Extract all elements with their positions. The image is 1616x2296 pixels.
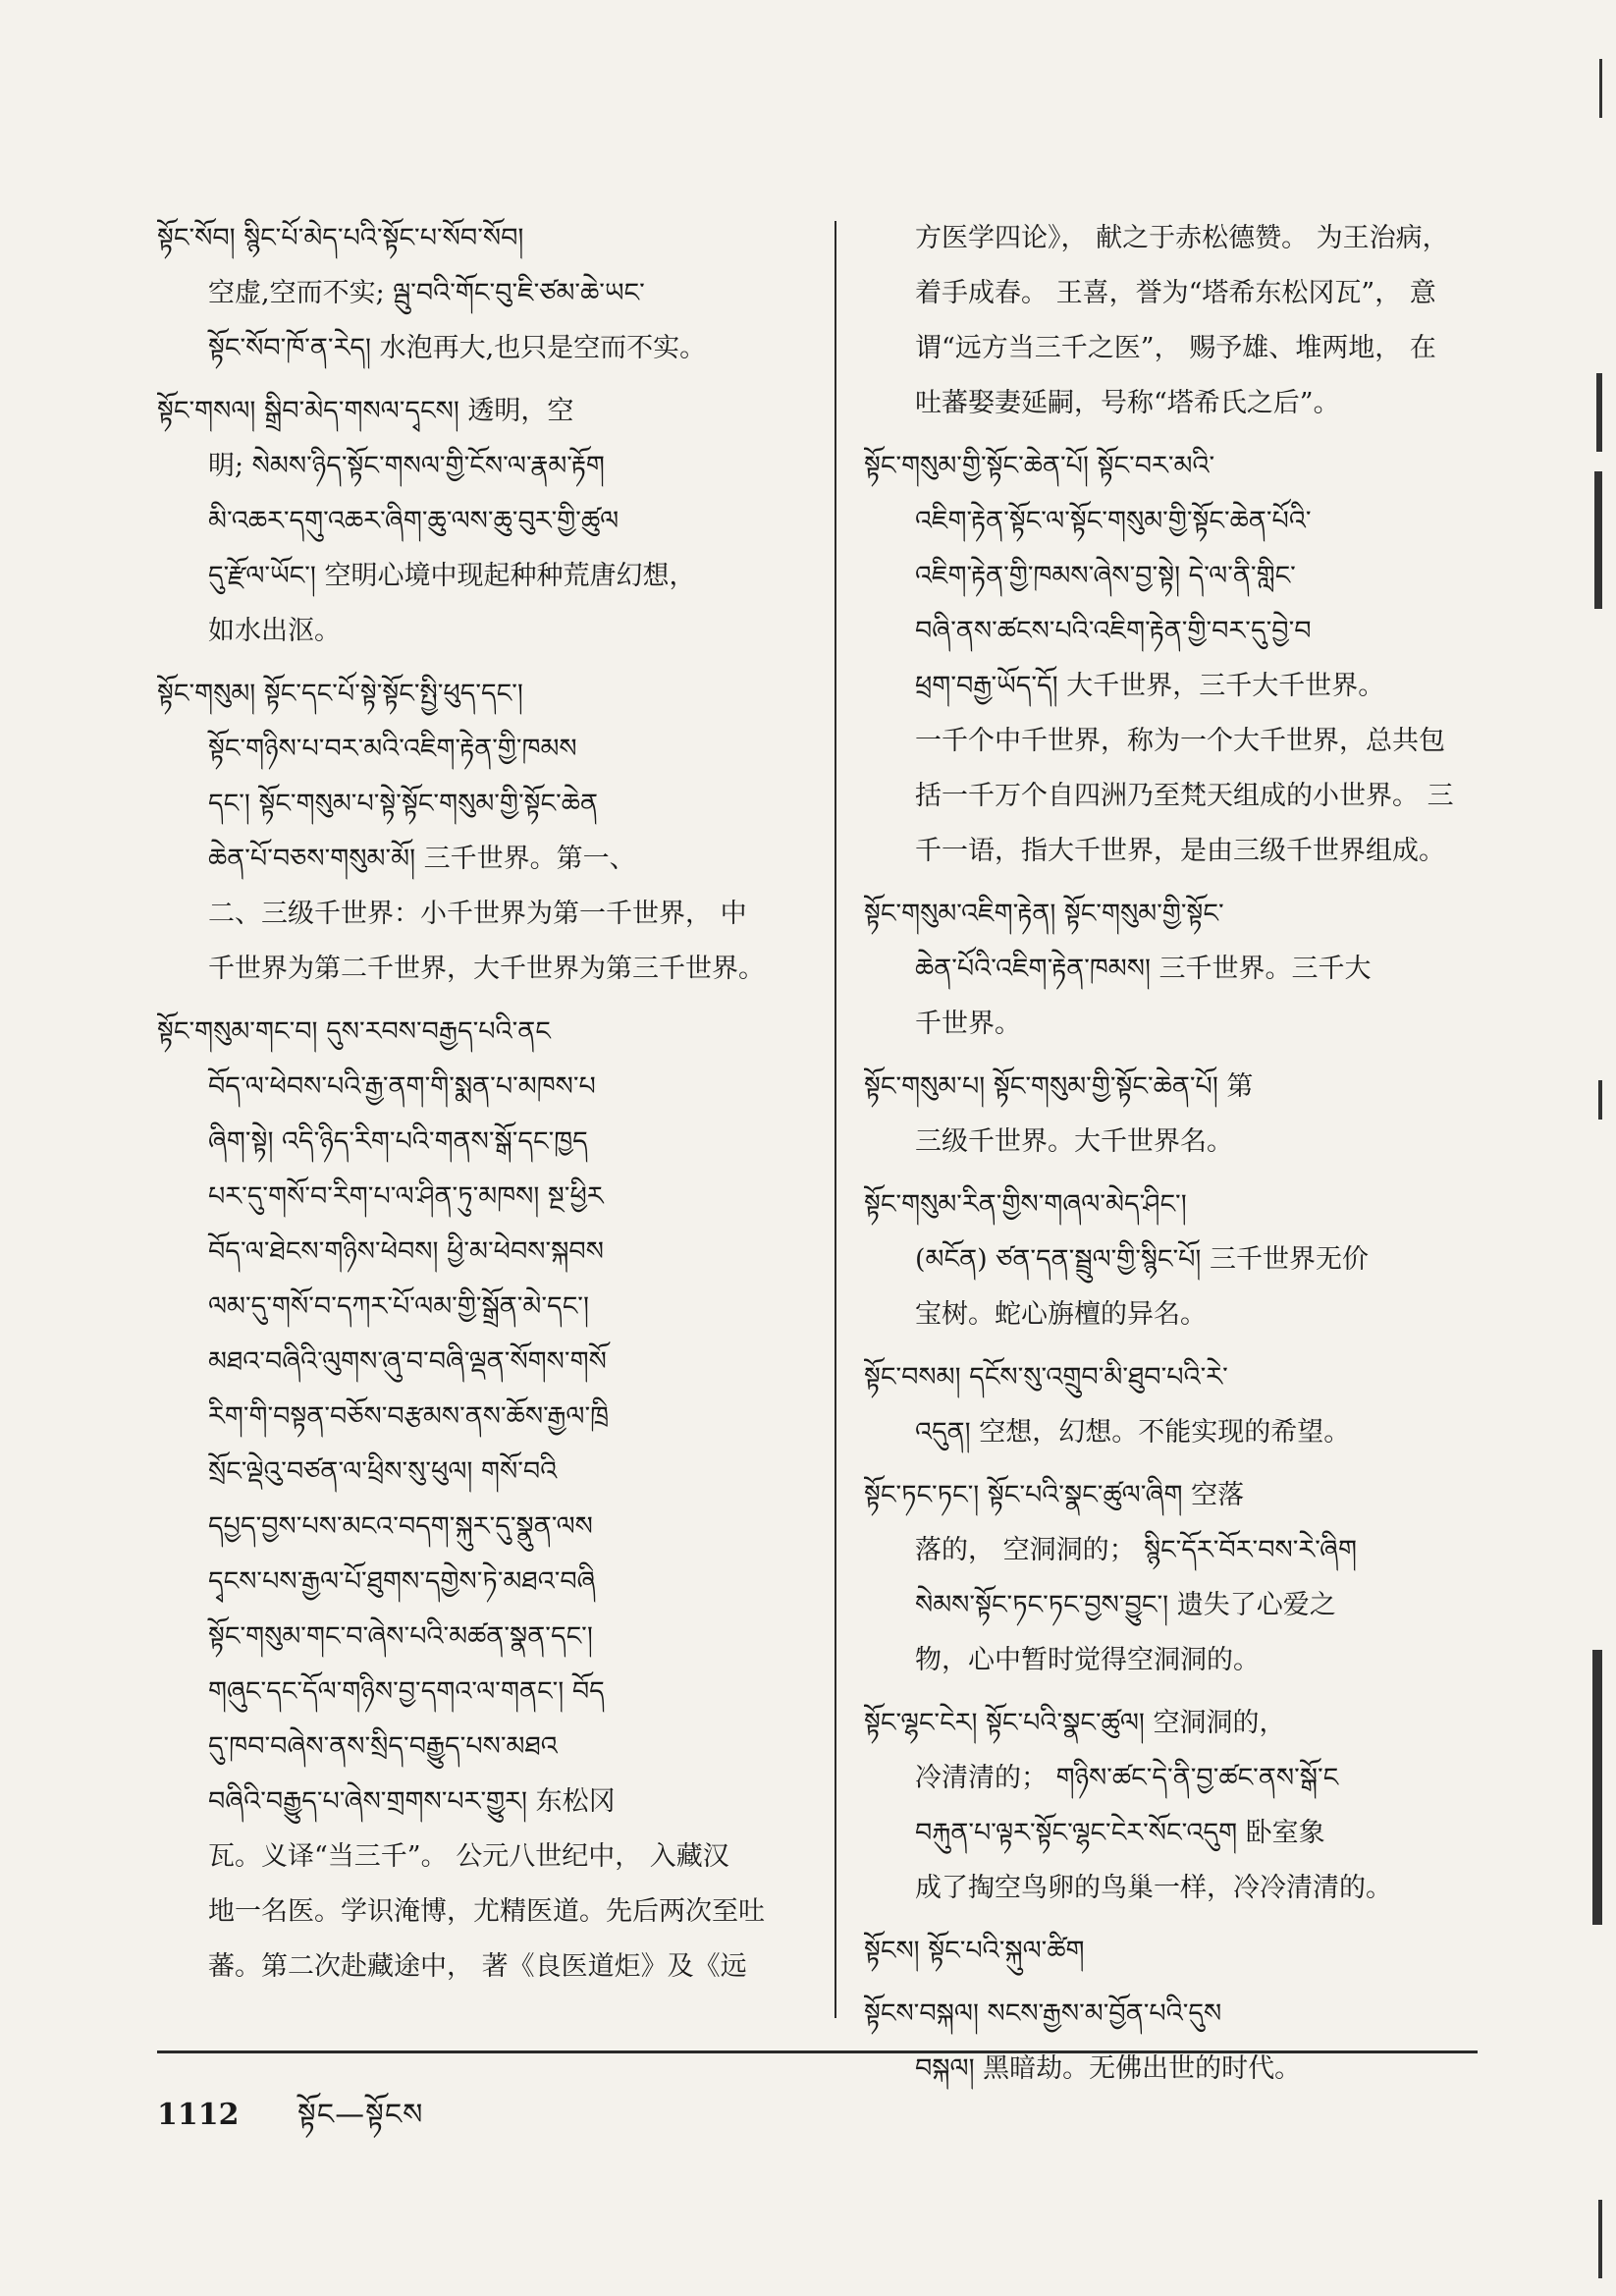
entry-line: དུ་ཁབ་བཞེས་ནས་སྲིད་བརྒྱུད་པས་མཐའ: [208, 1731, 558, 1762]
dictionary-entry: [157, 667, 825, 997]
entry-line: བསྐལ། 黑暗劫。无佛出世的时代。: [915, 2053, 1302, 2084]
entry-line: ཆེན་པོ་བཅས་གསུམ་མོ། 三千世界。第一、: [208, 844, 636, 874]
entry-line: 吐蕃娶妻延嗣，号称“塔希氏之后”。: [915, 388, 1340, 418]
entry-line: དུ་རྫོལ་ཡོང་། 空明心境中现起种种荒唐幻想，: [208, 561, 696, 591]
entry-headline: སྟོང་གསུམ། སྟོང་དང་པོ་སྟེ་སྟོང་སྤྱི་ཕུད་དང་།: [157, 679, 523, 709]
entry-line: 谓“远方当三千之医”， 赐予雄、堆两地， 在: [915, 333, 1436, 363]
entry-line: 千世界为第二千世界，大千世界为第三千世界。: [208, 954, 765, 984]
entry-line: 宝树。蛇心旃檀的异名。: [915, 1299, 1207, 1330]
left-column: [157, 211, 825, 2002]
entry-line: 物，心中暂时觉得空洞洞的。: [915, 1645, 1260, 1675]
page-number: 1112: [157, 2098, 240, 2132]
entry-line: འདུན། 空想，幻想。不能实现的希望。: [915, 1417, 1351, 1448]
entry-line: མི་འཆར་དགུ་འཆར་ཞིག་ཆུ་ལས་ཆུ་བུར་གྱི་ཚུལ: [208, 506, 619, 536]
entry-line: ཕྲག་བརྒྱ་ཡོད་དོ། 大千世界，三千大千世界。: [915, 671, 1385, 701]
entry-line: 明; སེམས་ཉིད་སྟོང་གསལ་གྱི་ངོས་ལ་རྣམ་རྟོག: [208, 451, 605, 481]
entry-line: 着手成春。 王喜，誉为“塔希东松冈瓦”， 意: [915, 278, 1436, 308]
entry-line: སྟོང་གསུམ་གང་བ་ཞེས་པའི་མཚན་སྣན་དང་།: [208, 1621, 593, 1652]
entry-headline: སྟོང་བསམ། དངོས་སུ་འགྲུབ་མི་ཐུབ་པའི་རེ་: [864, 1362, 1228, 1393]
entry-line: དང་། སྟོང་གསུམ་པ་སྟེ་སྟོང་གསུམ་གྱི་སྟོང་ཆེན: [208, 789, 598, 819]
entry-line: བཞི་ནས་ཚངས་པའི་འཇིག་རྟེན་གྱི་བར་དུ་བྱེ་བ: [915, 616, 1312, 646]
entry-line: 如水出沤。: [208, 616, 341, 646]
entry-line: མཐའ་བཞིའི་ལུགས་ཞུ་བ་བཞི་ལྡན་སོགས་གསོ: [208, 1346, 607, 1377]
entry-line: 成了掏空鸟卵的鸟巢一样，冷冷清清的。: [915, 1873, 1392, 1903]
entry-line: བོད་ལ་ཐེངས་གཉིས་ཕེབས། ཕྱི་མ་ཕེབས་སྐབས: [208, 1236, 604, 1267]
page-range: སྟོང—སྟོངས: [297, 2098, 424, 2132]
entry-line: སྟོང་སོབ་ཁོ་ན་རེད། 水泡再大,也只是空而不实。: [208, 333, 707, 363]
dictionary-entry: [864, 1987, 1502, 2097]
entry-line: འཇིག་རྟེན་གྱི་ཁམས་ཞེས་བྱ་སྟེ། དེ་ལ་ནི་གླིང་: [915, 561, 1296, 591]
entry-headline: 方医学四论》， 献之于赤松德赞。 为王治病，: [915, 223, 1449, 253]
dictionary-entry: [864, 1696, 1502, 1916]
entry-line: 三级千世界。大千世界名。: [915, 1126, 1233, 1157]
entry-line: ཆེན་པོའི་འཇིག་རྟེན་ཁམས། 三千世界。三千大: [915, 954, 1372, 984]
entry-line: རིག་གི་བསྟན་བཅོས་བརྩམས་ནས་ཆོས་རྒྱལ་ཁྲི: [208, 1401, 610, 1432]
dictionary-entry: [864, 439, 1502, 879]
entry-line: བཞིའི་བརྒྱུད་པ་ཞེས་གྲགས་པར་གྱུར། 东松冈: [208, 1786, 616, 1817]
entry-headline: སྟོང་ཏང་ཏང་། སྟོང་པའི་སྣང་ཚུལ་ཞིག 空落: [864, 1480, 1245, 1510]
column-divider: [835, 221, 836, 2018]
entry-headline: སྟོང་ལྷང་ངེར། སྟོང་པའི་སྣང་ཚུལ། 空洞洞的，: [864, 1708, 1286, 1738]
dictionary-entry: [157, 384, 825, 659]
entry-line: ཞིག་སྟེ། འདི་ཉིད་རིག་པའི་གནས་སྒོ་དང་ཁྱད: [208, 1126, 588, 1157]
entry-line: (མངོན) ཙན་དན་སྦྲུལ་གྱི་སྙིང་པོ། 三千世界无价: [915, 1244, 1369, 1275]
entry-line: པར་དུ་གསོ་བ་རིག་པ་ལ་ཤིན་ཏུ་མཁས། སྔ་ཕྱིར: [208, 1181, 604, 1212]
entry-line: སྲོང་ལྡེའུ་བཙན་ལ་ཕྲིས་སུ་ཕུལ། གསོ་བའི: [208, 1456, 558, 1487]
dictionary-entry: [864, 1177, 1502, 1342]
dictionary-entry: [157, 211, 825, 376]
entry-line: 蕃。第二次赴藏途中， 著《良医道炬》及《远: [208, 1951, 747, 1982]
entry-line: 冷清清的； གཉིས་ཚང་དེ་ནི་བྱ་ཚང་ནས་སྒོ་ང: [915, 1763, 1339, 1793]
dictionary-entry: [864, 1924, 1502, 1979]
entry-headline: སྟོང་གསུམ་གང་བ། དུས་རབས་བརྒྱད་པའི་ནང: [157, 1016, 551, 1047]
entry-line: དཔྱད་བྱས་པས་མངའ་བདག་སྐུར་དུ་སྣུན་ལས: [208, 1511, 593, 1542]
entry-line: 地一名医。学识淹博，尤精医道。先后两次至吐: [208, 1896, 765, 1927]
entry-line: ལམ་དུ་གསོ་བ་དཀར་པོ་ལམ་གྱི་སྒྲོན་མེ་དང་།: [208, 1291, 589, 1322]
entry-line: གཞུང་དང་དོལ་གཉིས་བྱ་དགའ་ལ་གནང་། བོད: [208, 1676, 605, 1707]
entry-line: 千世界。: [915, 1009, 1021, 1039]
entry-headline: སྟོང་སོབ། སྙིང་པོ་མེད་པའི་སྟོང་པ་སོབ་སོབ།: [157, 223, 524, 253]
scan-edge-marks: [1573, 39, 1602, 2259]
entry-line: 千一语，指大千世界，是由三级千世界组成。: [915, 836, 1445, 866]
entry-line: སེམས་སྟོང་ཏང་ཏང་བྱས་བྱུང་། 遗失了心爱之: [915, 1590, 1336, 1620]
entry-headline: སྟོངས། སྟོང་པའི་སྐུལ་ཚིག: [864, 1936, 1085, 1966]
entry-line: བོད་ལ་ཕེབས་པའི་རྒྱ་ནག་གི་སྨན་པ་མཁས་པ: [208, 1071, 596, 1102]
page-footer: [157, 2082, 423, 2164]
entry-line: 落的， 空洞洞的； སྙིང་དོར་བོར་བས་རེ་ཞིག: [915, 1535, 1358, 1565]
entry-headline: སྟོང་གསུམ་འཇིག་རྟེན། སྟོང་གསུམ་གྱི་སྟོང་: [864, 899, 1224, 929]
entry-headline: སྟོང་གསུམ་གྱི་སྟོང་ཆེན་པོ། སྟོང་བར་མའི་: [864, 451, 1215, 481]
dictionary-entry: [157, 1005, 825, 1995]
entry-line: 二、三级千世界：小千世界为第一千世界， 中: [208, 899, 747, 929]
dictionary-entry: [864, 1060, 1502, 1170]
footer-rule: [157, 2050, 1478, 2053]
dictionary-entry: [864, 1468, 1502, 1688]
entry-line: 空虚,空而不实; ལྦུ་བའི་གོང་བུ་ཇི་ཙམ་ཆེ་ཡང་: [208, 278, 645, 308]
entry-line: 括一千万个自四洲乃至梵天组成的小世界。 三: [915, 781, 1454, 811]
entry-line: སྟོང་གཉིས་པ་བར་མའི་འཇིག་རྟེན་གྱི་ཁམས: [208, 734, 577, 764]
entry-line: བརྐུན་པ་ལྟར་སྟོང་ལྷང་ངེར་སོང་འདུག 卧室象: [915, 1818, 1325, 1848]
entry-headline: སྟོང་གསུམ་པ། སྟོང་གསུམ་གྱི་སྟོང་ཆེན་པོ། 第: [864, 1071, 1254, 1102]
dictionary-entry: [864, 211, 1502, 431]
right-column: [864, 211, 1502, 2105]
entry-line: 一千个中千世界，称为一个大千世界，总共包: [915, 726, 1445, 756]
dictionary-entry: [864, 1350, 1502, 1460]
entry-headline: སྟོངས་བསྐལ། སངས་རྒྱས་མ་བྱོན་པའི་དུས: [864, 1998, 1222, 2029]
entry-line: དྭངས་པས་རྒྱལ་པོ་ཐུགས་དགྱེས་ཏེ་མཐའ་བཞི: [208, 1566, 596, 1597]
entry-line: 瓦。义译“当三千”。 公元八世纪中， 入藏汉: [208, 1841, 729, 1872]
entry-headline: སྟོང་གསུམ་རིན་གྱིས་གཞལ་མེད་ཤིང་།: [864, 1189, 1187, 1220]
dictionary-entry: [864, 887, 1502, 1052]
entry-headline: སྟོང་གསལ། སྒྲིབ་མེད་གསལ་དྭངས། 透明，空: [157, 396, 574, 426]
entry-line: འཇིག་རྟེན་སྟོང་ལ་སྟོང་གསུམ་གྱི་སྟོང་ཆེན་པོའི་: [915, 506, 1312, 536]
